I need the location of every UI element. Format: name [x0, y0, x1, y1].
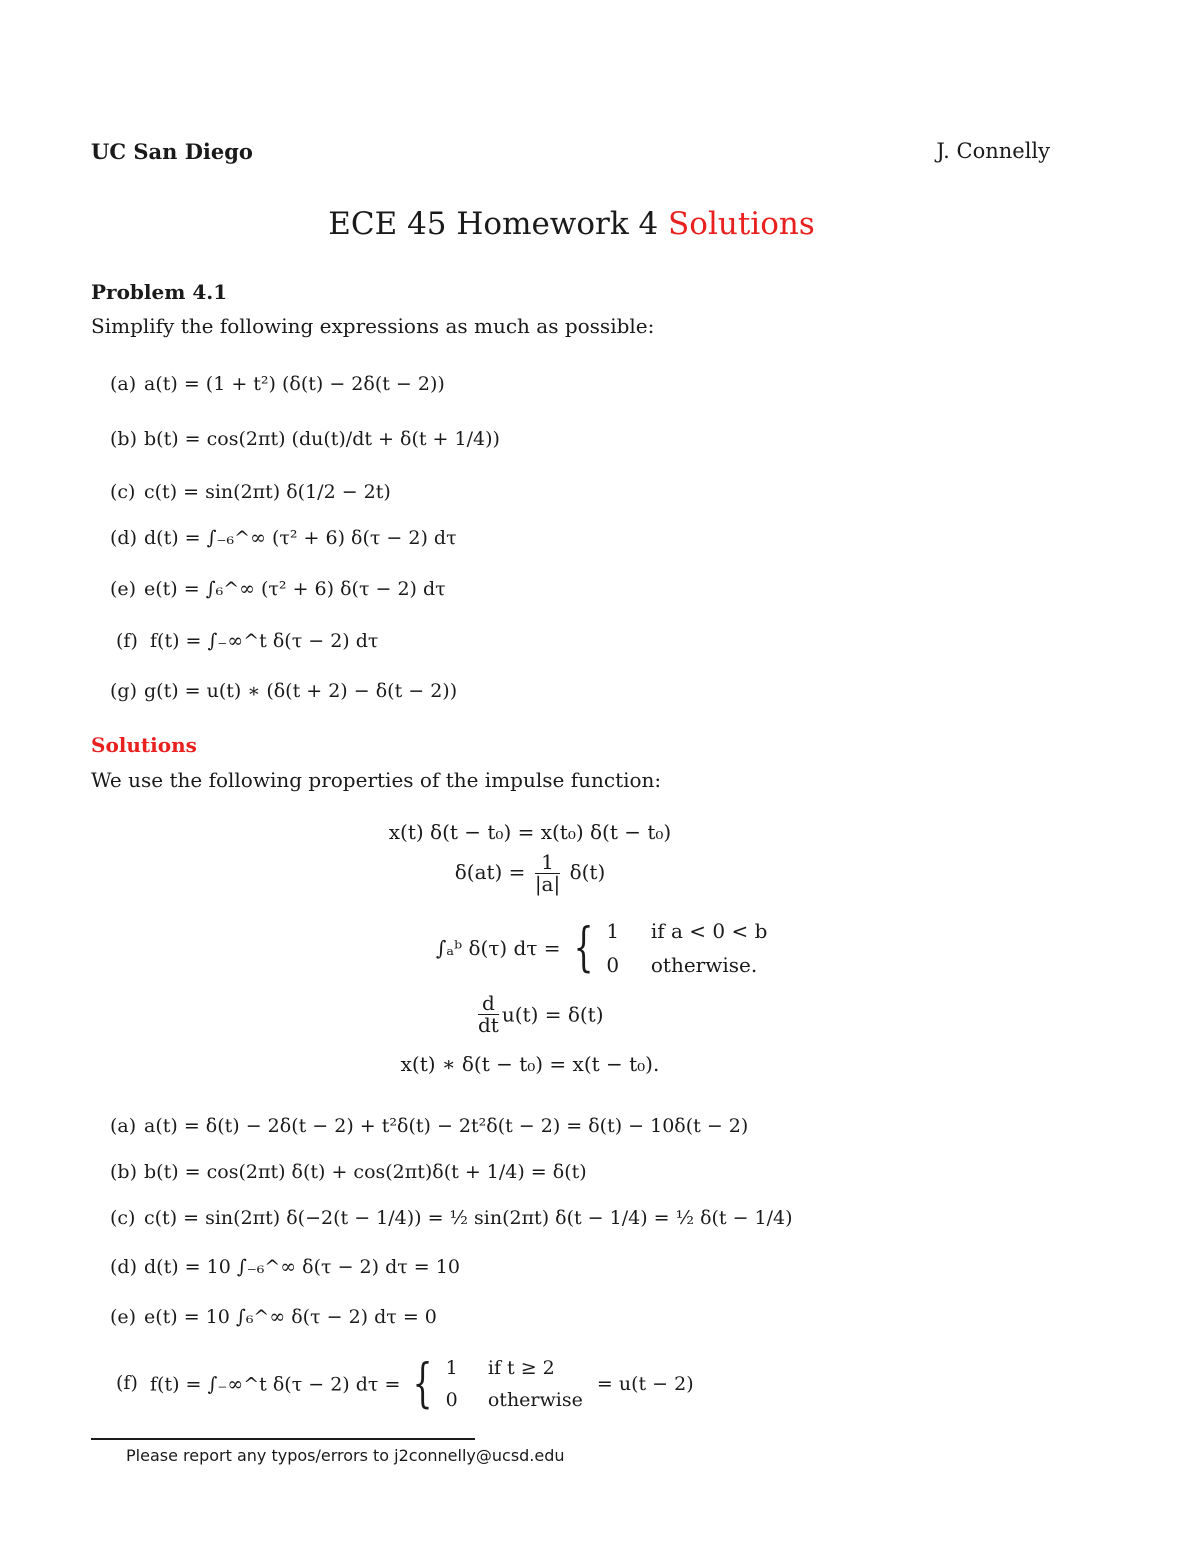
case-one: 1 if a < 0 < b: [606, 919, 768, 943]
item-expr: f(t) = ∫₋∞^t δ(τ − 2) dτ: [150, 630, 379, 652]
item-label: (a): [110, 1115, 137, 1137]
item-label: (c): [110, 481, 136, 503]
institution: UC San Diego: [91, 139, 253, 164]
property-sifting: x(t) δ(t − t₀) = x(t₀) δ(t − t₀): [388, 820, 672, 844]
left-brace-icon: {: [573, 918, 594, 978]
item-label: (b): [110, 1161, 137, 1183]
scaling-fraction: [535, 852, 560, 895]
item-expr: d(t) = ∫₋₆^∞ (τ² + 6) δ(τ − 2) dτ: [144, 527, 457, 549]
problem-intro: Simplify the following expressions as much as possible:: [91, 314, 655, 338]
problem-item-e: [110, 578, 446, 600]
problem-heading: Problem 4.1: [91, 280, 228, 304]
item-expr: b(t) = cos(2πt) (du(t)/dt + δ(t + 1/4)): [144, 428, 500, 450]
item-expr: d(t) = 10 ∫₋₆^∞ δ(τ − 2) dτ = 10: [144, 1256, 460, 1278]
integral-cases: [606, 914, 767, 982]
item-label: (f): [116, 1372, 138, 1395]
fraction-numerator: d: [478, 993, 499, 1015]
solutions-intro: We use the following properties of the impulse function:: [91, 768, 662, 792]
solution-item-a: [110, 1115, 748, 1137]
problem-item-a: [110, 373, 445, 395]
case-one: 1 if t ≥ 2: [445, 1357, 555, 1379]
solution-item-d: [110, 1256, 460, 1278]
page-title: [0, 206, 1143, 242]
item-expr: c(t) = sin(2πt) δ(1/2 − 2t): [144, 481, 391, 503]
footnote-divider: [91, 1438, 475, 1440]
scaling-rhs: δ(t): [569, 860, 606, 884]
item-label: (b): [110, 428, 137, 450]
solution-item-b: [110, 1161, 587, 1183]
scaling-lhs: δ(at) =: [454, 860, 526, 884]
problem-item-g: [110, 680, 457, 702]
problem-item-c: [110, 481, 391, 503]
integral-lhs: ∫ₐᵇ δ(τ) dτ =: [436, 936, 561, 960]
solutions-heading: Solutions: [91, 733, 197, 757]
item-expr: g(t) = u(t) ∗ (δ(t + 2) − δ(t − 2)): [144, 680, 458, 702]
item-label: (d): [110, 527, 137, 549]
property-integral: [436, 914, 767, 982]
case-two: 0 otherwise.: [606, 953, 758, 977]
item-expr: a(t) = (1 + t²) (δ(t) − 2δ(t − 2)): [144, 373, 445, 395]
property-scaling: [0, 852, 1060, 895]
property-convolution: x(t) ∗ δ(t − t₀) = x(t − t₀).: [400, 1052, 660, 1076]
author: J. Connelly: [936, 139, 1050, 163]
fraction-denominator: dt: [478, 1013, 499, 1037]
fraction-denominator: |a|: [534, 872, 561, 896]
item-expr: c(t) = sin(2πt) δ(−2(t − 1/4)) = ½ sin(2πt) δ(t − 1/4) = ½ δ(t − 1/4): [144, 1207, 793, 1229]
item-f-lhs: f(t) = ∫₋∞^t δ(τ − 2) dτ =: [150, 1373, 401, 1396]
left-brace-icon: {: [413, 1354, 433, 1415]
derivative-rhs: u(t) = δ(t): [501, 1002, 604, 1027]
item-label: (c): [110, 1207, 136, 1229]
item-expr: e(t) = ∫₆^∞ (τ² + 6) δ(τ − 2) dτ: [144, 578, 446, 600]
case-two: 0 otherwise: [445, 1389, 583, 1412]
fraction-numerator: 1: [535, 852, 560, 874]
item-label: (e): [110, 578, 137, 600]
footnote: Please report any typos/errors to j2connelly@ucsd.edu: [126, 1446, 565, 1465]
item-label: (a): [110, 373, 137, 395]
solution-item-e: [110, 1306, 437, 1328]
item-label: (d): [110, 1256, 137, 1278]
item-expr: e(t) = 10 ∫₆^∞ δ(τ − 2) dτ = 0: [144, 1306, 437, 1328]
solution-item-c: [110, 1207, 793, 1229]
problem-item-b: [110, 428, 500, 450]
item-expr: a(t) = δ(t) − 2δ(t − 2) + t²δ(t) − 2t²δ(t − 2) = δ(t) − 10δ(t − 2): [144, 1115, 749, 1137]
item-label: (f): [116, 630, 138, 652]
problem-item-d: [110, 527, 457, 549]
item-f-rhs: = u(t − 2): [596, 1373, 694, 1396]
item-label: (e): [110, 1306, 137, 1328]
problem-item-f: [116, 630, 378, 652]
solution-item-f: [116, 1352, 694, 1417]
item-label: (g): [110, 680, 137, 702]
title-highlight: Solutions: [668, 206, 815, 242]
title-main: ECE 45 Homework 4: [328, 206, 669, 242]
item-expr: b(t) = cos(2πt) δ(t) + cos(2πt)δ(t + 1/4) = δ(t): [144, 1161, 587, 1183]
item-f-cases: [446, 1352, 583, 1417]
property-derivative: [475, 993, 604, 1036]
derivative-fraction: [478, 993, 499, 1036]
